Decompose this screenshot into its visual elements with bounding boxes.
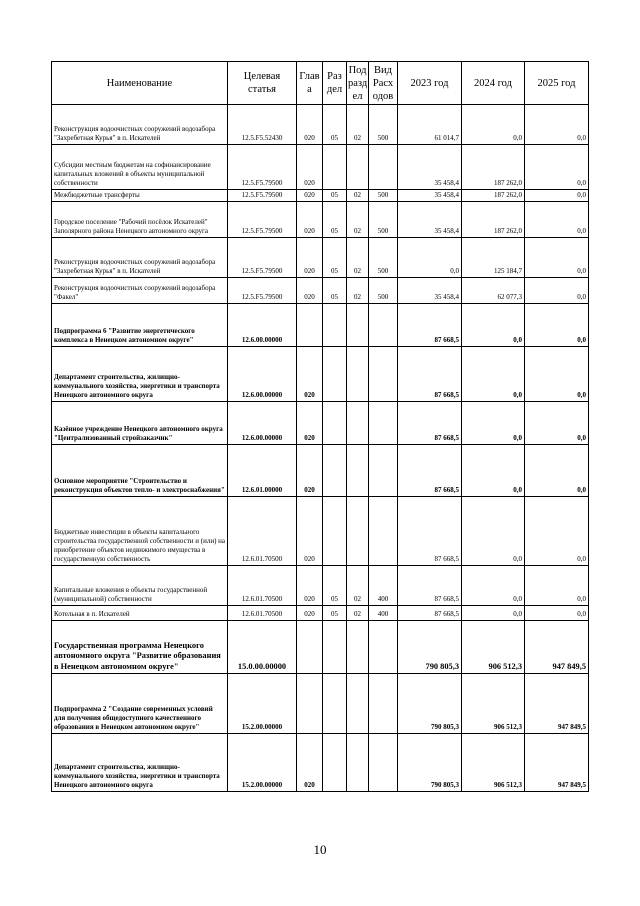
cell-subsection	[347, 145, 369, 190]
cell-2025: 0,0	[525, 606, 589, 621]
cell-expense-type: 400	[369, 606, 398, 621]
cell-subsection	[347, 304, 369, 347]
cell-chapter: 020	[297, 445, 323, 497]
cell-2025: 0,0	[525, 445, 589, 497]
cell-2023: 790 805,3	[398, 621, 462, 674]
cell-subsection	[347, 497, 369, 566]
page-number: 10	[313, 842, 327, 857]
cell-section	[323, 402, 347, 445]
cell-2024: 0,0	[462, 566, 525, 606]
cell-2023: 790 805,3	[398, 734, 462, 792]
cell-chapter: 020	[297, 278, 323, 304]
cell-chapter: 020	[297, 190, 323, 202]
cell-section: 05	[323, 190, 347, 202]
table-row	[52, 566, 589, 606]
header-section: Раз дел	[323, 62, 347, 105]
cell-expense-type	[369, 497, 398, 566]
cell-2023: 35 458,4	[398, 278, 462, 304]
cell-2023: 87 668,5	[398, 445, 462, 497]
cell-name: Казённое учреждение Ненецкого автономного округа "Централизованный стройзаказчик"	[52, 402, 228, 445]
cell-expense-type	[369, 621, 398, 674]
table-row	[52, 278, 589, 304]
cell-2024: 187 262,0	[462, 190, 525, 202]
header-name: Наименование	[52, 62, 228, 105]
cell-2024: 906 512,3	[462, 734, 525, 792]
cell-2023: 790 805,3	[398, 674, 462, 734]
cell-chapter	[297, 621, 323, 674]
cell-2025: 0,0	[525, 190, 589, 202]
cell-2023: 87 668,5	[398, 566, 462, 606]
cell-2024: 0,0	[462, 606, 525, 621]
cell-expense-type: 500	[369, 278, 398, 304]
cell-name: Подпрограмма 6 "Развитие энергетического комплекса в Ненецком автономном округе"	[52, 304, 228, 347]
cell-name: Межбюджетные трансферты	[52, 190, 228, 202]
cell-2025: 947 849,5	[525, 734, 589, 792]
cell-2025: 0,0	[525, 145, 589, 190]
cell-code: 15.2.00.00000	[228, 674, 297, 734]
cell-2025: 0,0	[525, 278, 589, 304]
cell-expense-type	[369, 402, 398, 445]
cell-section	[323, 734, 347, 792]
cell-code: 12.6.00.00000	[228, 402, 297, 445]
cell-code: 12.5.F5.79500	[228, 190, 297, 202]
table-row	[52, 105, 589, 145]
cell-chapter: 020	[297, 145, 323, 190]
cell-2024: 0,0	[462, 402, 525, 445]
cell-expense-type	[369, 304, 398, 347]
cell-subsection: 02	[347, 238, 369, 278]
header-2024: 2024 год	[462, 62, 525, 105]
cell-2023: 87 668,5	[398, 402, 462, 445]
cell-2024: 906 512,3	[462, 674, 525, 734]
cell-code: 12.6.01.00000	[228, 445, 297, 497]
cell-section: 05	[323, 606, 347, 621]
cell-section	[323, 497, 347, 566]
cell-section	[323, 445, 347, 497]
cell-subsection: 02	[347, 190, 369, 202]
cell-2024: 187 262,0	[462, 202, 525, 238]
cell-2025: 0,0	[525, 402, 589, 445]
cell-expense-type	[369, 674, 398, 734]
cell-chapter	[297, 674, 323, 734]
cell-chapter: 020	[297, 105, 323, 145]
cell-name: Государственная программа Ненецкого автономного округа "Развитие образования в Ненецком автономном округе"	[52, 621, 228, 674]
cell-subsection: 02	[347, 105, 369, 145]
cell-name: Бюджетные инвестиции в объекты капитального строительства государственной собственности и (или) на приобретение объектов недвижимого имущества в государственную собственность	[52, 497, 228, 566]
cell-subsection	[347, 402, 369, 445]
cell-2024: 906 512,3	[462, 621, 525, 674]
header-expense-type: Вид Расх одов	[369, 62, 398, 105]
cell-section: 05	[323, 566, 347, 606]
cell-expense-type: 500	[369, 238, 398, 278]
table-row	[52, 347, 589, 402]
cell-name: Котельная в п. Искателей	[52, 606, 228, 621]
table-row	[52, 238, 589, 278]
cell-subsection	[347, 674, 369, 734]
cell-2023: 0,0	[398, 238, 462, 278]
cell-code: 12.5.F5.79500	[228, 238, 297, 278]
cell-2025: 947 849,5	[525, 674, 589, 734]
table-row	[52, 445, 589, 497]
cell-code: 15.0.00.00000	[228, 621, 297, 674]
cell-expense-type	[369, 347, 398, 402]
cell-2023: 87 668,5	[398, 606, 462, 621]
cell-2025: 0,0	[525, 497, 589, 566]
cell-section	[323, 304, 347, 347]
table-row	[52, 145, 589, 190]
cell-subsection	[347, 621, 369, 674]
cell-code: 12.6.00.00000	[228, 304, 297, 347]
cell-chapter	[297, 304, 323, 347]
cell-expense-type: 500	[369, 105, 398, 145]
cell-2024: 0,0	[462, 105, 525, 145]
cell-code: 12.6.00.00000	[228, 347, 297, 402]
cell-2024: 0,0	[462, 497, 525, 566]
cell-code: 12.5.F5.79500	[228, 278, 297, 304]
cell-section	[323, 145, 347, 190]
cell-code: 12.5.F5.79500	[228, 202, 297, 238]
header-2023: 2023 год	[398, 62, 462, 105]
cell-2025: 947 849,5	[525, 621, 589, 674]
cell-chapter: 020	[297, 497, 323, 566]
cell-name: Городское поселение "Рабочий посёлок Искателей" Заполярного района Ненецкого автономного округа	[52, 202, 228, 238]
budget-table	[51, 61, 589, 792]
header-row	[52, 62, 589, 105]
cell-code: 12.6.01.70500	[228, 566, 297, 606]
header-code: Целевая статья	[228, 62, 297, 105]
cell-expense-type: 500	[369, 190, 398, 202]
cell-2025: 0,0	[525, 304, 589, 347]
cell-2025: 0,0	[525, 202, 589, 238]
cell-chapter: 020	[297, 238, 323, 278]
cell-subsection	[347, 734, 369, 792]
cell-section	[323, 347, 347, 402]
cell-2023: 61 014,7	[398, 105, 462, 145]
table-row	[52, 202, 589, 238]
cell-2024: 0,0	[462, 304, 525, 347]
cell-2023: 35 458,4	[398, 202, 462, 238]
cell-2024: 0,0	[462, 347, 525, 402]
cell-2023: 35 458,4	[398, 145, 462, 190]
cell-chapter: 020	[297, 347, 323, 402]
header-subsection: Под разд ел	[347, 62, 369, 105]
cell-name: Капитальные вложения в объекты государственной (муниципальной) собственности	[52, 566, 228, 606]
cell-2024: 187 262,0	[462, 145, 525, 190]
cell-2025: 0,0	[525, 347, 589, 402]
cell-section: 05	[323, 202, 347, 238]
cell-2023: 87 668,5	[398, 497, 462, 566]
cell-name: Департамент строительства, жилищно-коммунального хозяйства, энергетики и транспорта Ненецкого автономного округа	[52, 347, 228, 402]
cell-section	[323, 621, 347, 674]
cell-subsection	[347, 347, 369, 402]
cell-subsection: 02	[347, 202, 369, 238]
cell-code: 12.6.01.70500	[228, 606, 297, 621]
cell-chapter: 020	[297, 606, 323, 621]
table-row	[52, 190, 589, 202]
cell-name: Реконструкция водоочистных сооружений водозабора "Факел"	[52, 278, 228, 304]
cell-subsection: 02	[347, 566, 369, 606]
table-row	[52, 606, 589, 621]
cell-chapter: 020	[297, 734, 323, 792]
cell-expense-type: 500	[369, 202, 398, 238]
cell-name: Департамент строительства, жилищно-коммунального хозяйства, энергетики и транспорта Ненецкого автономного округа	[52, 734, 228, 792]
cell-2023: 87 668,5	[398, 347, 462, 402]
cell-code: 12.5.F5.52430	[228, 105, 297, 145]
cell-2024: 0,0	[462, 445, 525, 497]
cell-code: 15.2.00.00000	[228, 734, 297, 792]
table-row	[52, 734, 589, 792]
table-row	[52, 497, 589, 566]
table-row	[52, 304, 589, 347]
cell-2024: 62 077,3	[462, 278, 525, 304]
cell-2023: 87 668,5	[398, 304, 462, 347]
table-row	[52, 674, 589, 734]
cell-chapter: 020	[297, 202, 323, 238]
cell-2025: 0,0	[525, 105, 589, 145]
cell-section: 05	[323, 278, 347, 304]
header-2025: 2025 год	[525, 62, 589, 105]
cell-subsection	[347, 445, 369, 497]
cell-name: Подпрограмма 2 "Создание современных условий для получения общедоступного качественного образования в Ненецком автономном округе"	[52, 674, 228, 734]
cell-subsection: 02	[347, 606, 369, 621]
cell-expense-type: 400	[369, 566, 398, 606]
cell-2025: 0,0	[525, 566, 589, 606]
cell-name: Реконструкция водоочистных сооружений водозабора "Захребетная Курья" в п. Искателей	[52, 238, 228, 278]
cell-2025: 0,0	[525, 238, 589, 278]
header-chapter: Глав а	[297, 62, 323, 105]
cell-chapter: 020	[297, 402, 323, 445]
cell-code: 12.6.01.70500	[228, 497, 297, 566]
cell-name: Основное мероприятие "Строительство и реконструкция объектов тепло- и электроснабжения"	[52, 445, 228, 497]
cell-section: 05	[323, 105, 347, 145]
cell-expense-type	[369, 145, 398, 190]
cell-2024: 125 184,7	[462, 238, 525, 278]
table-row	[52, 402, 589, 445]
cell-name: Реконструкция водоочистных сооружений водозабора "Захребетная Курья" в п. Искателей	[52, 105, 228, 145]
cell-expense-type	[369, 445, 398, 497]
cell-expense-type	[369, 734, 398, 792]
table-row	[52, 621, 589, 674]
cell-name: Субсидии местным бюджетам на софинансирование капитальных вложений в объекты муниципальной собственности	[52, 145, 228, 190]
cell-section: 05	[323, 238, 347, 278]
cell-2023: 35 458,4	[398, 190, 462, 202]
cell-chapter: 020	[297, 566, 323, 606]
cell-section	[323, 674, 347, 734]
cell-code: 12.5.F5.79500	[228, 145, 297, 190]
cell-subsection: 02	[347, 278, 369, 304]
